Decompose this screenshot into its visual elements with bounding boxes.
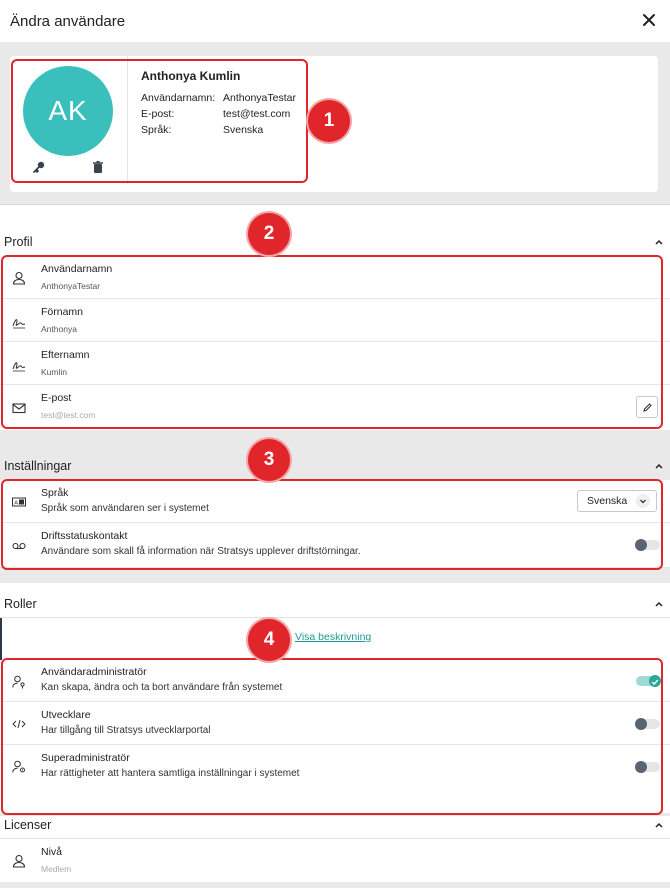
toggle-knob (649, 675, 661, 687)
section-profile-header[interactable] (0, 232, 670, 252)
license-row-level (0, 839, 670, 882)
row-value: Kumlin (41, 367, 67, 377)
section-title: Inställningar (4, 459, 72, 473)
row-value: AnthonyaTestar (41, 281, 101, 291)
row-description: Språk som användaren ser i systemet (41, 503, 209, 514)
chevron-up-icon[interactable] (654, 599, 664, 609)
close-icon[interactable] (642, 11, 656, 31)
section-licenses-header[interactable] (0, 815, 670, 835)
show-description-link[interactable]: Visa beskrivning (295, 631, 372, 643)
settings-list (0, 480, 670, 568)
superadmin-toggle[interactable] (636, 762, 660, 772)
ops-contact-toggle[interactable] (636, 540, 660, 550)
row-value: Medlem (41, 864, 72, 874)
user-key-icon (12, 675, 26, 689)
profile-row-username (0, 256, 670, 299)
chevron-up-icon[interactable] (654, 237, 664, 247)
annotation-badge-4: 4 (248, 619, 290, 661)
settings-row-language (0, 480, 670, 523)
role-row-superadmin (0, 745, 670, 788)
user-icon (12, 271, 26, 285)
info-language (141, 124, 263, 136)
trash-icon[interactable] (91, 160, 105, 174)
toggle-knob (635, 539, 647, 551)
info-label: Språk: (141, 124, 172, 136)
signature-icon (12, 315, 26, 329)
row-description: Har tillgång till Stratsys utvecklarportal (41, 725, 211, 736)
section-settings-header[interactable] (0, 456, 670, 476)
annotation-badge-3: 3 (248, 439, 290, 481)
language-select[interactable] (577, 490, 657, 512)
row-title: Driftsstatuskontakt (41, 530, 128, 542)
edit-email-button[interactable] (636, 396, 658, 418)
svg-text:A: A (14, 500, 18, 507)
row-description: Användare som skall få information när Stratsys upplever driftstörningar. (41, 546, 361, 557)
annotation-badge-2: 2 (248, 213, 290, 255)
row-title: Nivå (41, 846, 63, 858)
info-value: test@test.com (223, 108, 291, 120)
user-icon (12, 854, 26, 868)
row-value: Anthonya (41, 324, 77, 334)
profile-row-firstname (0, 299, 670, 342)
info-label: E-post: (141, 108, 175, 120)
settings-row-ops-contact (0, 523, 670, 568)
roles-list (0, 660, 670, 815)
key-icon[interactable] (32, 160, 46, 174)
chevron-up-icon[interactable] (654, 820, 664, 830)
toggle-knob (635, 718, 647, 730)
chevron-down-icon (636, 494, 650, 508)
licenses-list (0, 839, 670, 882)
section-roles-header[interactable] (0, 594, 670, 614)
envelope-icon (12, 401, 26, 415)
profile-list (0, 256, 670, 428)
roles-top-divider (0, 617, 670, 618)
user-admin-toggle[interactable] (636, 676, 660, 686)
info-label: Användarnamn: (141, 92, 216, 104)
section-title: Roller (4, 597, 37, 611)
profile-row-email (0, 385, 670, 428)
row-title: Språk (41, 487, 69, 499)
chevron-up-icon[interactable] (654, 461, 664, 471)
role-row-developer (0, 702, 670, 745)
developer-toggle[interactable] (636, 719, 660, 729)
role-row-user-admin (0, 660, 670, 702)
info-email (141, 108, 290, 120)
info-username (141, 92, 296, 104)
avatar: AK (23, 66, 113, 156)
row-description: Har rättigheter att hantera samtliga inställningar i systemet (41, 768, 300, 779)
row-title: Förnamn (41, 306, 84, 318)
user-full-name: Anthonya Kumlin (141, 69, 241, 83)
profile-row-lastname (0, 342, 670, 385)
code-icon (12, 717, 26, 731)
info-value: AnthonyaTestar (223, 92, 296, 104)
bottom-band (0, 882, 670, 888)
row-title: Användarnamn (41, 263, 113, 275)
row-title: Efternamn (41, 349, 90, 361)
language-select-value: Svenska (587, 495, 628, 507)
user-gear-icon (12, 760, 26, 774)
row-title: Användaradministratör (41, 666, 147, 678)
translate-icon (12, 495, 26, 509)
row-title: Superadministratör (41, 752, 130, 764)
pencil-icon (642, 402, 653, 413)
signature-icon (12, 358, 26, 372)
dialog-title: Ändra användare (10, 12, 126, 30)
voicemail-icon (12, 539, 26, 553)
section-title: Profil (4, 235, 33, 249)
toggle-knob (635, 761, 647, 773)
avatar-column (10, 56, 128, 184)
info-value: Svenska (223, 124, 264, 136)
row-description: Kan skapa, ändra och ta bort användare från systemet (41, 682, 283, 693)
annotation-badge-1: 1 (308, 100, 350, 142)
row-title: E-post (41, 392, 72, 404)
row-title: Utvecklare (41, 709, 91, 721)
dialog-header (0, 0, 670, 42)
section-title: Licenser (4, 818, 52, 832)
row-value: test@test.com (41, 410, 96, 420)
